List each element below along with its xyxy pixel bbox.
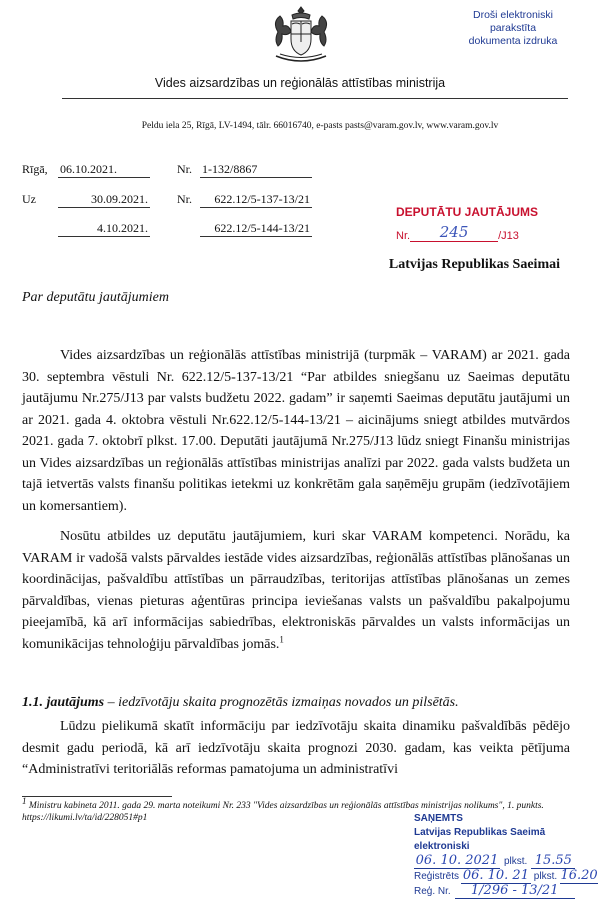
letter-number: 1-132/8867 bbox=[200, 162, 312, 178]
paragraph-1-text: Vides aizsardzības un reģionālās attīstības ministrijā (turpmāk – VARAM) ar 2021. gada 30. septembra vēstuli Nr. 622.12/5-137-13/21 “Par atbildes sniegšanu uz Saeimas deputātu jautājumu Nr.275/J13 par valsts budžetu 2022. gadam” ir saņemti Saeimas deputātu jautājumi un ar 2021. gada 4. oktobra vēstuli Nr.622.12/5-144-13/21 – aicinājums sniegt atbildes mutvārdos 2021. gada 7. oktobrī plkst. 17.00. Deputāti jautājumā Nr.275/J13 lūdz sniegt Finanšu ministrijas un Vides aizsardzības un reģionālās attīstības ministrijas analīzi par 2022. gada valsts budžeta un tajā ietvertās valsts finanšu politikas ietekmi uz konkrētām gala saņēmēju grupām (iedzīvotājiem un komersantiem). bbox=[22, 348, 570, 514]
header-divider bbox=[62, 98, 568, 99]
recipient: Latvijas Republikas Saeimai bbox=[388, 257, 560, 272]
esign-line-2: dokumenta izdruka bbox=[468, 35, 558, 47]
stamp-title: DEPUTĀTU JAUTĀJUMS bbox=[396, 205, 539, 219]
section-heading bbox=[22, 695, 570, 711]
body-paragraph-1 bbox=[22, 345, 570, 517]
place-label: Rīgā, bbox=[22, 162, 48, 176]
reg-nr: 1/296 - 13/21 bbox=[455, 884, 575, 899]
received-time-label: plkst. bbox=[504, 856, 528, 867]
uz-label: Uz bbox=[22, 192, 36, 206]
registered-time: 16.20 bbox=[560, 868, 598, 883]
stamp-nr-label: Nr. bbox=[396, 230, 411, 242]
body-paragraph-3 bbox=[22, 716, 570, 781]
section-title: – iedzīvotāju skaita prognozētās izmaiņas novados un pilsētās. bbox=[104, 695, 459, 710]
esign-line-1: Droši elektroniski parakstīta bbox=[473, 9, 553, 34]
registered-date: 06. 10. 21 bbox=[462, 868, 529, 883]
registered-label: Reģistrēts bbox=[414, 871, 460, 882]
uz-number-1: 622.12/5-137-13/21 bbox=[200, 192, 312, 208]
footnote-divider bbox=[22, 796, 172, 797]
footnote-text: Ministru kabineta 2011. gada 29. marta noteikumi Nr. 233 "Vides aizsardzības un reģionālās attīstības ministrijas nolikums", 1. punkts. https://likumi.lv/ta/id/228051#p1 bbox=[22, 801, 544, 823]
address-line: Peldu iela 25, Rīgā, LV-1494, tālr. 66016740, e-pasts pasts@varam.gov.lv, www.varam.gov.lv bbox=[141, 121, 499, 131]
stamp-number: 245 bbox=[410, 223, 498, 242]
stamp-suffix: /J13 bbox=[498, 230, 519, 242]
footnote-ref: 1 bbox=[279, 633, 284, 644]
paragraph-2-text: Nosūtu atbildes uz deputātu jautājumiem, kuri skar VARAM kompetenci. Norādu, ka VARAM ir vadošā valsts pārvaldes iestāde vides aizsardzības, reģionālās attīstības plānošanas un koordinācijas, pašvaldību attīstības un pārraudzības, teritorijas attīstības plānošanas un zemes pārvaldības, vienas pieturas aģentūras principa ieviešanas valsts un pašvaldību pakalpojumu pieejamībā, kā arī informācijas sabiedrības, elektroniskās pārvaldes un valsts informācijas un komunikācijas tehnoloģiju pārvaldības jomās. bbox=[22, 529, 570, 652]
paragraph-3-text: Lūdzu pielikumā skatīt informāciju par iedzīvotāju skaita dinamiku pašvaldībās pēdējo desmit gadu periodā, kā arī iedzīvotāju skaita prognozi 2030. gadam, kas veikta pētījuma “Administratīvi teritoriālās reformas pamatojuma un administratīvi bbox=[22, 719, 570, 777]
coat-of-arms-icon bbox=[262, 4, 340, 68]
esign-note bbox=[450, 9, 576, 48]
registered-time-label: plkst. bbox=[533, 871, 558, 882]
received-stamp bbox=[414, 812, 598, 899]
received-org: Latvijas Republikas Saeimā elektroniski bbox=[414, 827, 546, 852]
deputy-question-stamp bbox=[396, 205, 566, 242]
body-paragraph-2 bbox=[22, 526, 570, 655]
uz-date-2: 4.10.2021. bbox=[58, 221, 150, 237]
uz-number-2: 622.12/5-144-13/21 bbox=[200, 221, 312, 237]
letter-date: 06.10.2021. bbox=[58, 162, 150, 178]
section-number: 1.1. jautājums bbox=[22, 695, 105, 710]
footnote-mark: 1 bbox=[22, 795, 27, 806]
uz-date-1: 30.09.2021. bbox=[58, 192, 150, 208]
subject-line: Par deputātu jautājumiem bbox=[22, 290, 169, 305]
ministry-name: Vides aizsardzības un reģionālās attīstības ministrija bbox=[154, 76, 446, 90]
reg-nr-label: Reģ. Nr. bbox=[414, 886, 451, 897]
received-heading: SAŅEMTS bbox=[414, 813, 463, 824]
received-date: 06. 10. 2021 bbox=[415, 853, 499, 868]
nr-label: Nr. bbox=[177, 162, 192, 176]
received-time: 15.55 bbox=[531, 854, 575, 869]
uz-nr-label: Nr. bbox=[177, 192, 192, 206]
